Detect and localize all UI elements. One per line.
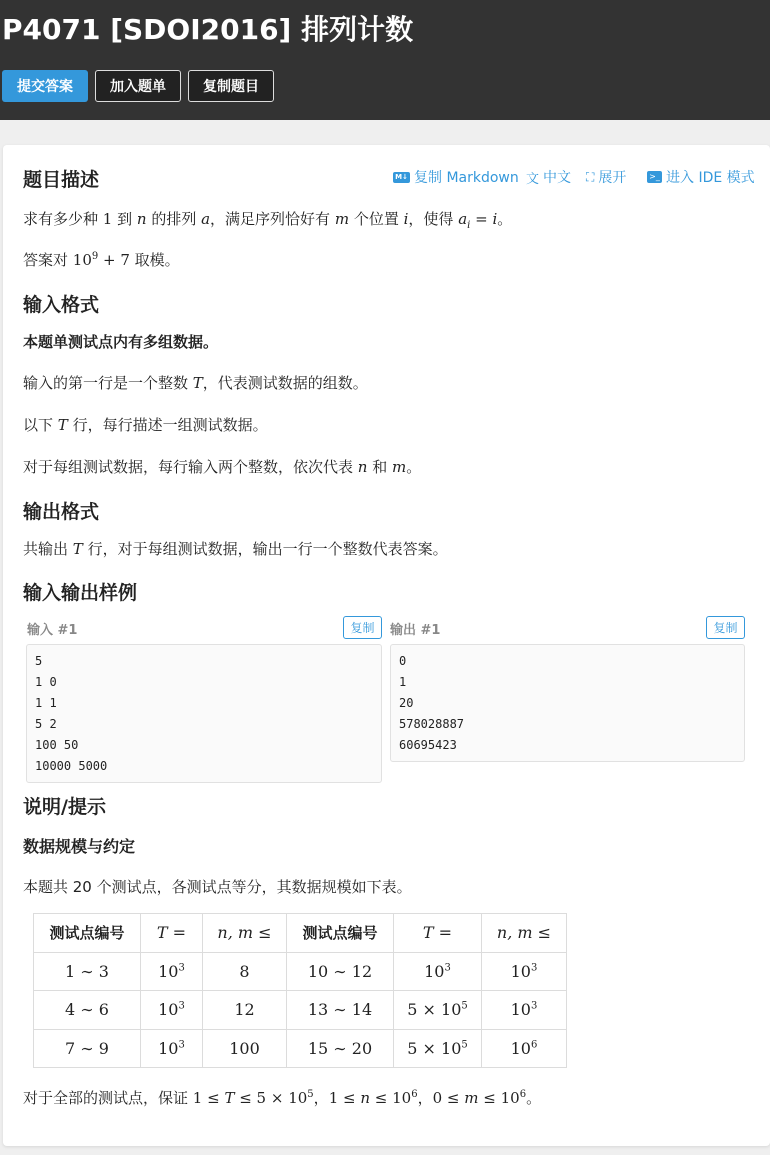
sample-output-box[interactable] [390, 644, 745, 762]
description-line-1: 求有多少种 1 到 n 的排列 a，满足序列恰好有 m 个位置 i，使得 $a_i = i$。 [23, 210, 513, 231]
table-header-cell: T = [141, 914, 203, 953]
table-header-cell: 测试点编号 [287, 914, 394, 953]
table-cell: $10^3$ [141, 991, 203, 1030]
input-format-line-2: 以下 T 行，每行描述一组测试数据。 [23, 416, 268, 434]
copy-input-button[interactable]: 复制 [343, 616, 382, 639]
problem-card [3, 145, 770, 1146]
constraints-subheading: 数据规模与约定 [23, 837, 136, 856]
ide-mode-link[interactable] [647, 167, 755, 187]
table-cell: 8 [203, 952, 287, 991]
description-line-2: 答案对 $10^9 + 7$ 取模。 [23, 251, 180, 269]
input-format-heading: 输入格式 [23, 294, 100, 316]
sample-output-line: 1 [399, 675, 407, 689]
markdown-icon: M↓ [393, 172, 410, 183]
sample-input-label: 输入 #1 [27, 623, 78, 638]
hints-heading: 说明/提示 [23, 796, 106, 818]
table-cell: 4 ∼ 6 [34, 991, 141, 1030]
sample-output-line: 0 [399, 654, 407, 668]
table-cell: 12 [203, 991, 287, 1030]
input-format-line-3: 对于每组测试数据，每行输入两个整数，依次代表 n 和 m。 [23, 458, 422, 476]
copy-problem-button[interactable]: 复制题目 [188, 70, 274, 102]
multi-test-note: 本题单测试点内有多组数据。 [23, 333, 219, 351]
table-cell: 1 ∼ 3 [34, 952, 141, 991]
sample-output-label: 输出 #1 [390, 623, 441, 638]
table-cell: 13 ∼ 14 [287, 991, 394, 1030]
table-cell: 7 ∼ 9 [34, 1029, 141, 1068]
language-link[interactable] [526, 167, 571, 187]
sample-input-line: 1 0 [35, 675, 57, 689]
table-cell: 10 ∼ 12 [287, 952, 394, 991]
table-cell: $10^6$ [482, 1029, 567, 1068]
description-heading: 题目描述 [23, 169, 100, 191]
table-cell: $10^3$ [141, 952, 203, 991]
constraints-footer: 对于全部的测试点，保证 $1 \le T \le 5 \times 10^5$，$1 \le n \le 10^6$，$0 \le m \le 10^6$。 [23, 1089, 542, 1107]
submit-button[interactable]: 提交答案 [2, 70, 88, 102]
output-format-line-1: 共输出 T 行，对于每组测试数据，输出一行一个整数代表答案。 [23, 540, 448, 558]
sample-output-line: 60695423 [399, 738, 457, 752]
problem-header [0, 0, 770, 120]
sample-output-line: 20 [399, 696, 414, 710]
constraints-intro: 本题共 20 个测试点，各测试点等分，其数据规模如下表。 [23, 878, 412, 896]
table-cell: $10^3$ [394, 952, 482, 991]
sample-input-line: 1 1 [35, 696, 57, 710]
table-cell: $10^3$ [482, 991, 567, 1030]
sample-input-line: 5 [35, 654, 43, 668]
table-header-row [34, 914, 567, 953]
table-header-cell: 测试点编号 [34, 914, 141, 953]
table-cell: $5 \times 10^5$ [394, 1029, 482, 1068]
sample-input-line: 5 2 [35, 717, 57, 731]
expand-link[interactable] [586, 167, 626, 187]
expand-icon: ⛶ [586, 169, 595, 184]
translate-icon: 文 [526, 171, 540, 187]
table-row [34, 952, 567, 991]
output-format-heading: 输出格式 [23, 501, 100, 523]
table-header-cell: T = [394, 914, 482, 953]
table-cell: 100 [203, 1029, 287, 1068]
sample-input-line: 100 50 [35, 738, 79, 752]
ide-mode-label: 进入 IDE 模式 [666, 170, 755, 186]
language-label: 中文 [543, 170, 572, 186]
copy-markdown-label: 复制 Markdown [414, 170, 519, 186]
sample-output-line: 578028887 [399, 717, 465, 731]
terminal-icon: >_ [647, 171, 662, 183]
table-cell: $10^3$ [141, 1029, 203, 1068]
copy-output-button[interactable]: 复制 [706, 616, 745, 639]
input-format-line-1: 输入的第一行是一个整数 T，代表测试数据的组数。 [23, 374, 368, 392]
table-row [34, 991, 567, 1030]
table-header-cell: n, m ≤ [203, 914, 287, 953]
add-to-list-button[interactable]: 加入题单 [95, 70, 181, 102]
table-row [34, 1029, 567, 1068]
table-cell: $5 \times 10^5$ [394, 991, 482, 1030]
samples-heading: 输入输出样例 [23, 582, 138, 604]
constraints-table [33, 913, 567, 1068]
expand-label: 展开 [598, 170, 627, 186]
table-cell: 15 ∼ 20 [287, 1029, 394, 1068]
copy-markdown-link[interactable] [393, 167, 519, 187]
table-header-cell: n, m ≤ [482, 914, 567, 953]
problem-title: P4071 [SDOI2016] 排列计数 [2, 13, 414, 46]
sample-input-line: 10000 5000 [35, 759, 108, 773]
sample-input-box[interactable] [26, 644, 382, 783]
table-cell: $10^3$ [482, 952, 567, 991]
